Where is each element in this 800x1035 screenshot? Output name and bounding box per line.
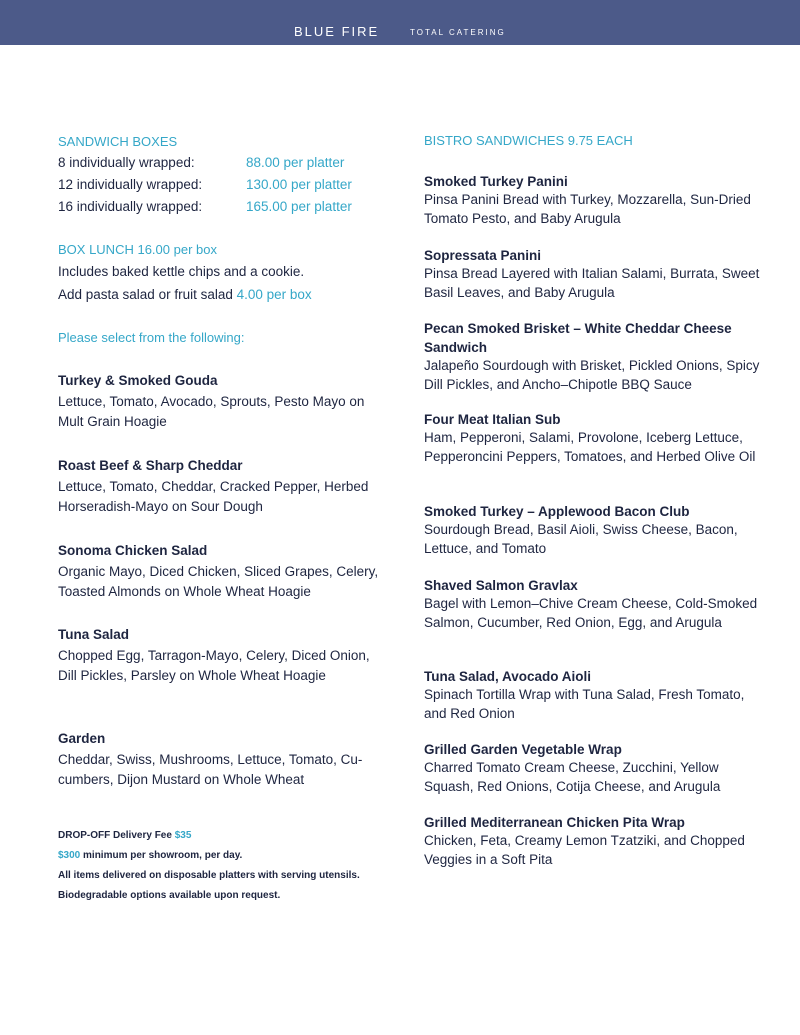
item-description: Organic Mayo, Diced Chicken, Sliced Grapes, Celery, Toasted Almonds on Whole Wheat Hoagie xyxy=(58,564,379,599)
menu-item xyxy=(424,246,769,302)
menu-item xyxy=(424,502,769,558)
item-title: Grilled Mediterranean Chicken Pita Wrap xyxy=(424,815,685,830)
item-description: Bagel with Lemon–Chive Cream Cheese, Cold-Smoked Salmon, Cucumber, Red Onion, Egg, and Arugula xyxy=(424,596,758,630)
biodegradable-line: Biodegradable options available upon request. xyxy=(58,890,281,901)
platters-line: All items delivered on disposable platters with serving utensils. xyxy=(58,870,360,881)
item-title: Pecan Smoked Brisket – White Cheddar Cheese Sandwich xyxy=(424,321,732,355)
delivery-fee-label: DROP-OFF Delivery Fee xyxy=(58,830,175,841)
minimum-line xyxy=(58,846,398,866)
item-title: Garden xyxy=(58,731,106,746)
delivery-fee-amount: $35 xyxy=(174,830,192,841)
box-lunch-includes: Includes baked kettle chips and a cookie. xyxy=(58,264,305,279)
item-description: Chicken, Feta, Creamy Lemon Tzatziki, and Chopped Veggies in a Soft Pita xyxy=(424,833,745,867)
item-title: Sopressata Panini xyxy=(424,248,542,263)
box-lunch-heading: BOX LUNCH 16.00 per box xyxy=(58,242,217,257)
item-title: Smoked Turkey – Applewood Bacon Club xyxy=(424,504,690,519)
item-title: Roast Beef & Sharp Cheddar xyxy=(58,458,243,473)
menu-item xyxy=(58,371,388,431)
box-price-row xyxy=(58,197,352,217)
brand-tagline: TOTAL CATERING xyxy=(410,28,506,37)
addon-text: Add pasta salad or fruit salad xyxy=(58,287,237,302)
menu-item xyxy=(424,667,769,723)
box-size-label: 16 individually wrapped: xyxy=(58,199,203,214)
sandwich-boxes-heading: SANDWICH BOXES xyxy=(58,134,178,149)
item-description: Lettuce, Tomato, Avocado, Sprouts, Pesto Mayo on Mult Grain Hoagie xyxy=(58,394,365,429)
delivery-info xyxy=(58,826,398,906)
menu-item xyxy=(424,319,769,394)
minimum-amount: $300 xyxy=(58,850,81,861)
menu-item xyxy=(424,740,769,796)
menu-item xyxy=(58,541,388,601)
select-heading: Please select from the following: xyxy=(58,330,245,345)
item-title: Tuna Salad, Avocado Aioli xyxy=(424,669,592,684)
delivery-fee-line xyxy=(58,826,398,846)
item-title: Turkey & Smoked Gouda xyxy=(58,373,218,388)
menu-item xyxy=(58,456,388,516)
menu-item xyxy=(424,813,769,869)
menu-item xyxy=(424,410,769,466)
menu-item xyxy=(58,729,388,789)
item-description: Pinsa Panini Bread with Turkey, Mozzarella, Sun-Dried Tomato Pesto, and Baby Arugula xyxy=(424,192,751,226)
item-description: Spinach Tortilla Wrap with Tuna Salad, Fresh Tomato, and Red Onion xyxy=(424,687,745,721)
item-description: Sourdough Bread, Basil Aioli, Swiss Cheese, Bacon, Lettuce, and Tomato xyxy=(424,522,738,556)
box-price-row xyxy=(58,175,352,195)
bistro-heading: BISTRO SANDWICHES 9.75 EACH xyxy=(424,133,633,148)
box-price: 88.00 per platter xyxy=(246,155,345,170)
item-title: Shaved Salmon Gravlax xyxy=(424,578,578,593)
menu-item xyxy=(424,172,769,228)
box-price-row xyxy=(58,153,345,173)
item-description: Charred Tomato Cream Cheese, Zucchini, Yellow Squash, Red Onions, Cotija Cheese, and Arugula xyxy=(424,760,721,794)
item-description: Lettuce, Tomato, Cheddar, Cracked Pepper, Herbed Horseradish-Mayo on Sour Dough xyxy=(58,479,369,514)
minimum-label: minimum per showroom, per day. xyxy=(80,850,243,861)
item-title: Sonoma Chicken Salad xyxy=(58,543,208,558)
item-title: Tuna Salad xyxy=(58,627,130,642)
box-size-label: 12 individually wrapped: xyxy=(58,177,203,192)
addon-price: 4.00 per box xyxy=(236,287,312,302)
item-title: Smoked Turkey Panini xyxy=(424,174,568,189)
item-title: Four Meat Italian Sub xyxy=(424,412,561,427)
item-description: Pinsa Bread Layered with Italian Salami, Burrata, Sweet Basil Leaves, and Baby Arugula xyxy=(424,266,760,300)
box-lunch-addon xyxy=(58,285,312,305)
item-description: Ham, Pepperoni, Salami, Provolone, Iceberg Lettuce, Pepperoncini Peppers, Tomatoes, and Herbed Olive Oil xyxy=(424,430,756,464)
box-size-label: 8 individually wrapped: xyxy=(58,155,195,170)
item-description: Chopped Egg, Tarragon-Mayo, Celery, Diced Onion, Dill Pickles, Parsley on Whole Wheat Hoagie xyxy=(58,648,370,683)
item-title: Grilled Garden Vegetable Wrap xyxy=(424,742,622,757)
menu-item xyxy=(424,576,769,632)
box-price: 130.00 per platter xyxy=(246,177,352,192)
brand-name: BLUE FIRE xyxy=(294,24,380,39)
menu-item xyxy=(58,625,388,685)
item-description: Cheddar, Swiss, Mushrooms, Lettuce, Tomato, Cu-cumbers, Dijon Mustard on Whole Wheat xyxy=(58,752,363,787)
header-banner xyxy=(0,0,800,45)
box-price: 165.00 per platter xyxy=(246,199,352,214)
item-description: Jalapeño Sourdough with Brisket, Pickled Onions, Spicy Dill Pickles, and Ancho–Chipotle BBQ Sauce xyxy=(424,358,760,392)
